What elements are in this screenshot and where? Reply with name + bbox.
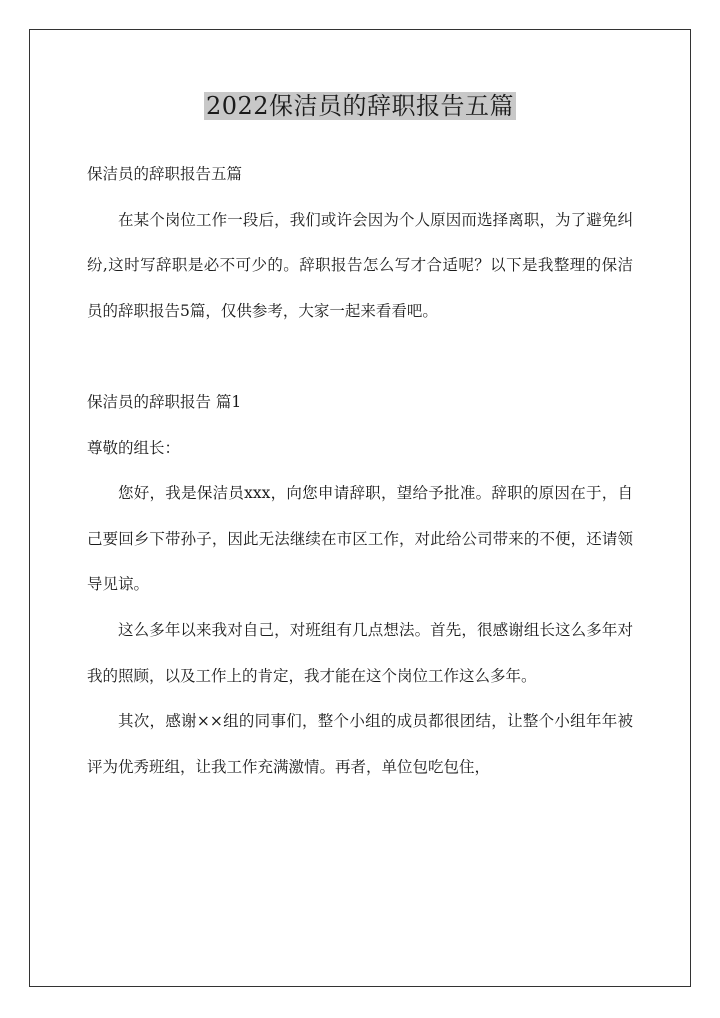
intro-paragraph: 在某个岗位工作一段后，我们或许会因为个人原因而选择离职，为了避免纠纷,这时写辞职是必不可少的。辞职报告怎么写才合适呢？以下是我整理的保洁员的辞职报告5篇，仅供参考，大家一起来看看吧。 [87, 210, 633, 320]
section-heading: 保洁员的辞职报告 篇1 [87, 392, 242, 411]
document-title-text: 2022保洁员的辞职报告五篇 [205, 92, 515, 120]
salutation: 尊敬的组长： [87, 438, 181, 457]
body-paragraph: 您好，我是保洁员xxx，向您申请辞职，望给予批准。辞职的原因在于，自己要回乡下带孙子，因此无法继续在市区工作，对此给公司带来的不便，还请领导见谅。 [87, 484, 633, 594]
subtitle-paragraph: 保洁员的辞职报告五篇 [87, 165, 243, 183]
document-body [87, 152, 633, 790]
body-paragraph: 其次，感谢××组的同事们，整个小组的成员都很团结，让整个小组年年被评为优秀班组，让我工作充满激情。再者，单位包吃包住， [87, 712, 633, 776]
body-paragraph: 这么多年以来我对自己，对班组有几点想法。首先，很感谢组长这么多年对我的照顾，以及工作上的肯定，我才能在这个岗位工作这么多年。 [87, 620, 633, 685]
document-title [0, 88, 720, 124]
blank-line [87, 334, 633, 380]
